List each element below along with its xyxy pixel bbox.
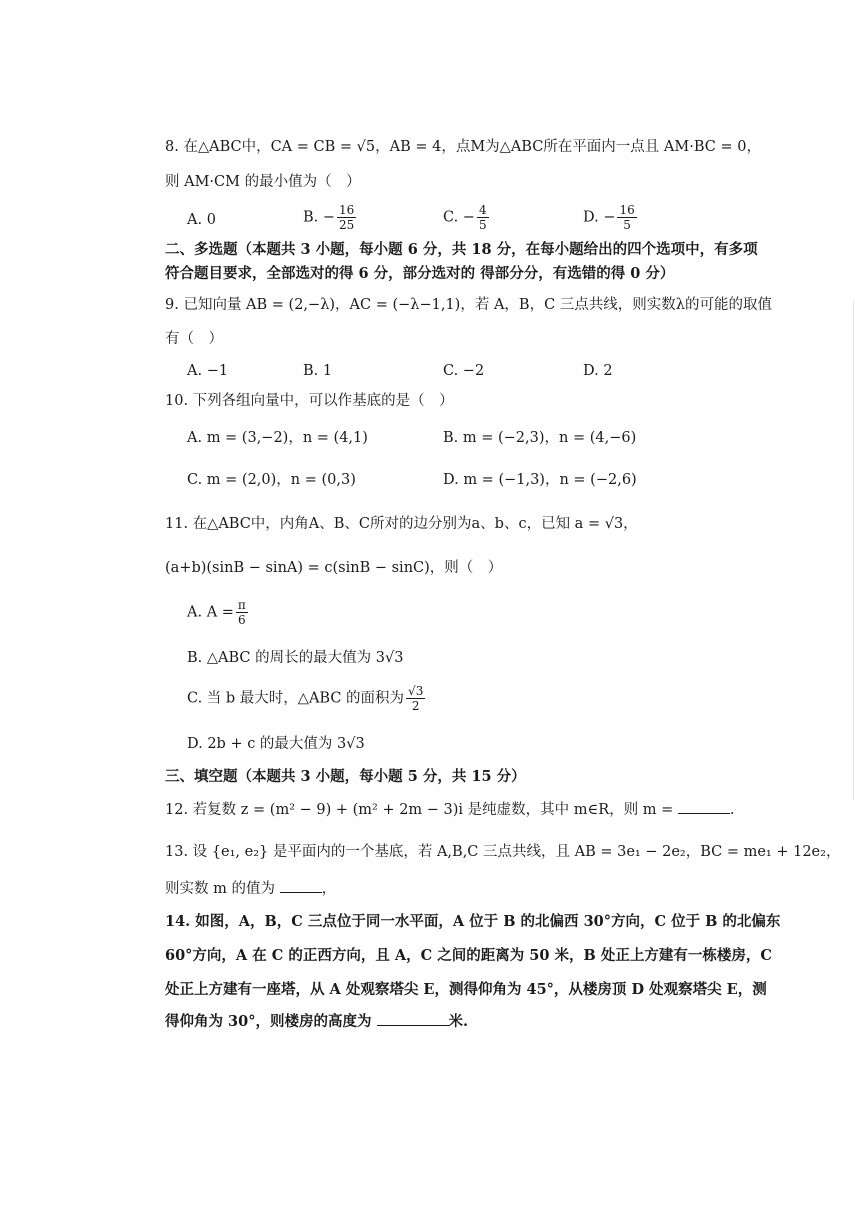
q11-option-c-fraction (406, 684, 425, 713)
q8-option-c (443, 203, 491, 232)
q8-option-b (303, 203, 358, 232)
q11-option-a-denominator: 6 (238, 613, 246, 627)
q9-stem-line1: 9. 已知向量 AB = (2,−λ)，AC = (−λ−1,1)，若 A，B，C 三点共线，则实数λ的可能的取值 (165, 297, 772, 313)
q11-option-c (187, 684, 427, 713)
q9-option-b: B. 1 (303, 363, 333, 379)
q12-text: 12. 若复数 z = (m² − 9) + (m² + 2m − 3)i 是纯虚数，其中 m∈R，则 m = (165, 802, 674, 818)
scan-edge-line (853, 300, 854, 800)
q8-option-b-denominator: 25 (339, 218, 355, 232)
section2-heading-line2: 符合题目要求，全部选对的得 6 分，部分选对的 得部分分，有选错的得 0 分） (165, 265, 675, 282)
q9-option-d: D. 2 (583, 363, 613, 379)
q10-option-d: D. m = (−1,3)，n = (−2,6) (443, 472, 637, 488)
q14-stem-line2: 60°方向，A 在 C 的正西方向，且 A，C 之间的距离为 50 米，B 处正上方建有一栋楼房，C (165, 947, 772, 964)
q10-stem: 10. 下列各组向量中，可以作基底的是（ ） (165, 393, 454, 409)
q13-stem-line1: 13. 设 {e₁, e₂} 是平面内的一个基底，若 A,B,C 三点共线，且 AB = 3e₁ − 2e₂，BC = me₁ + 12e₂， (165, 844, 841, 860)
q10-option-a: A. m = (3,−2)，n = (4,1) (187, 430, 368, 446)
q13-answer-blank[interactable] (280, 880, 322, 893)
q11-option-a (187, 598, 250, 627)
q8-option-b-fraction (337, 203, 356, 232)
q11-option-c-prefix: C. 当 b 最大时，△ABC 的面积为 (187, 690, 405, 707)
q11-stem-line1: 11. 在△ABC中，内角A、B、C所对的边分别为a、b、c，已知 a = √3， (165, 516, 638, 532)
q8-stem-line2: 则 AM·CM 的最小值为（ ） (165, 174, 361, 190)
q9-option-c: C. −2 (443, 363, 485, 379)
q11-stem-line2: (a+b)(sinB − sinA) = c(sinB − sinC)，则（ ） (165, 560, 503, 576)
q10-option-b: B. m = (−2,3)，n = (4,−6) (443, 430, 637, 446)
q9-stem-line2: 有（ ） (165, 331, 223, 347)
q11-option-c-numerator: √3 (408, 684, 424, 698)
q14-end: 米. (448, 1013, 469, 1030)
section3-heading: 三、填空题（本题共 3 小题，每小题 5 分，共 15 分） (165, 768, 526, 785)
q11-option-a-prefix: A. A = (187, 604, 234, 621)
q8-option-b-prefix: B. − (303, 209, 336, 226)
q11-option-c-denominator: 2 (411, 699, 420, 713)
q8-option-c-prefix: C. − (443, 209, 475, 226)
q8-option-d (583, 203, 639, 232)
q12-stem (165, 800, 735, 820)
q14-stem-line1: 14. 如图，A，B，C 三点位于同一水平面，A 位于 B 的北偏西 30°方向，C 位于 B 的北偏东 (165, 913, 781, 930)
q8-option-c-denominator: 5 (478, 218, 487, 232)
q12-end: . (729, 802, 735, 818)
q8-option-b-numerator: 16 (339, 203, 355, 217)
q14-stem-line4 (165, 1012, 468, 1032)
q8-option-c-numerator: 4 (478, 203, 487, 217)
q8-option-c-fraction (477, 203, 489, 232)
q8-option-a: A. 0 (187, 212, 216, 228)
q8-option-d-fraction (617, 203, 636, 232)
q14-stem-line3: 处正上方建有一座塔，从 A 处观察塔尖 E，测得仰角为 45°，从楼房顶 D 处观察塔尖 E，测 (165, 981, 767, 998)
q8-stem-line1: 8. 在△ABC中，CA = CB = √5，AB = 4，点M为△ABC所在平面内一点且 AM·BC = 0， (165, 139, 761, 155)
q11-option-a-numerator: π (237, 598, 246, 612)
q14-answer-blank[interactable] (377, 1013, 449, 1026)
q11-option-b: B. △ABC 的周长的最大值为 3√3 (187, 650, 404, 666)
q8-option-d-prefix: D. − (583, 209, 616, 226)
section2-heading-line1: 二、多选题（本题共 3 小题，每小题 6 分，共 18 分，在每小题给出的四个选项中，有多项 (165, 241, 758, 258)
q10-option-c: C. m = (2,0)，n = (0,3) (187, 472, 356, 488)
q11-option-a-fraction (236, 598, 248, 627)
q8-option-d-denominator: 5 (623, 218, 631, 232)
q11-option-d: D. 2b + c 的最大值为 3√3 (187, 736, 365, 752)
q13-end: ， (321, 881, 337, 897)
q13-text: 则实数 m 的值为 (165, 881, 275, 897)
q9-option-a: A. −1 (187, 363, 229, 379)
q12-answer-blank[interactable] (678, 801, 730, 814)
q8-option-d-numerator: 16 (619, 203, 635, 217)
q13-stem-line2 (165, 879, 336, 899)
q14-text: 得仰角为 30°，则楼房的高度为 (165, 1013, 372, 1030)
